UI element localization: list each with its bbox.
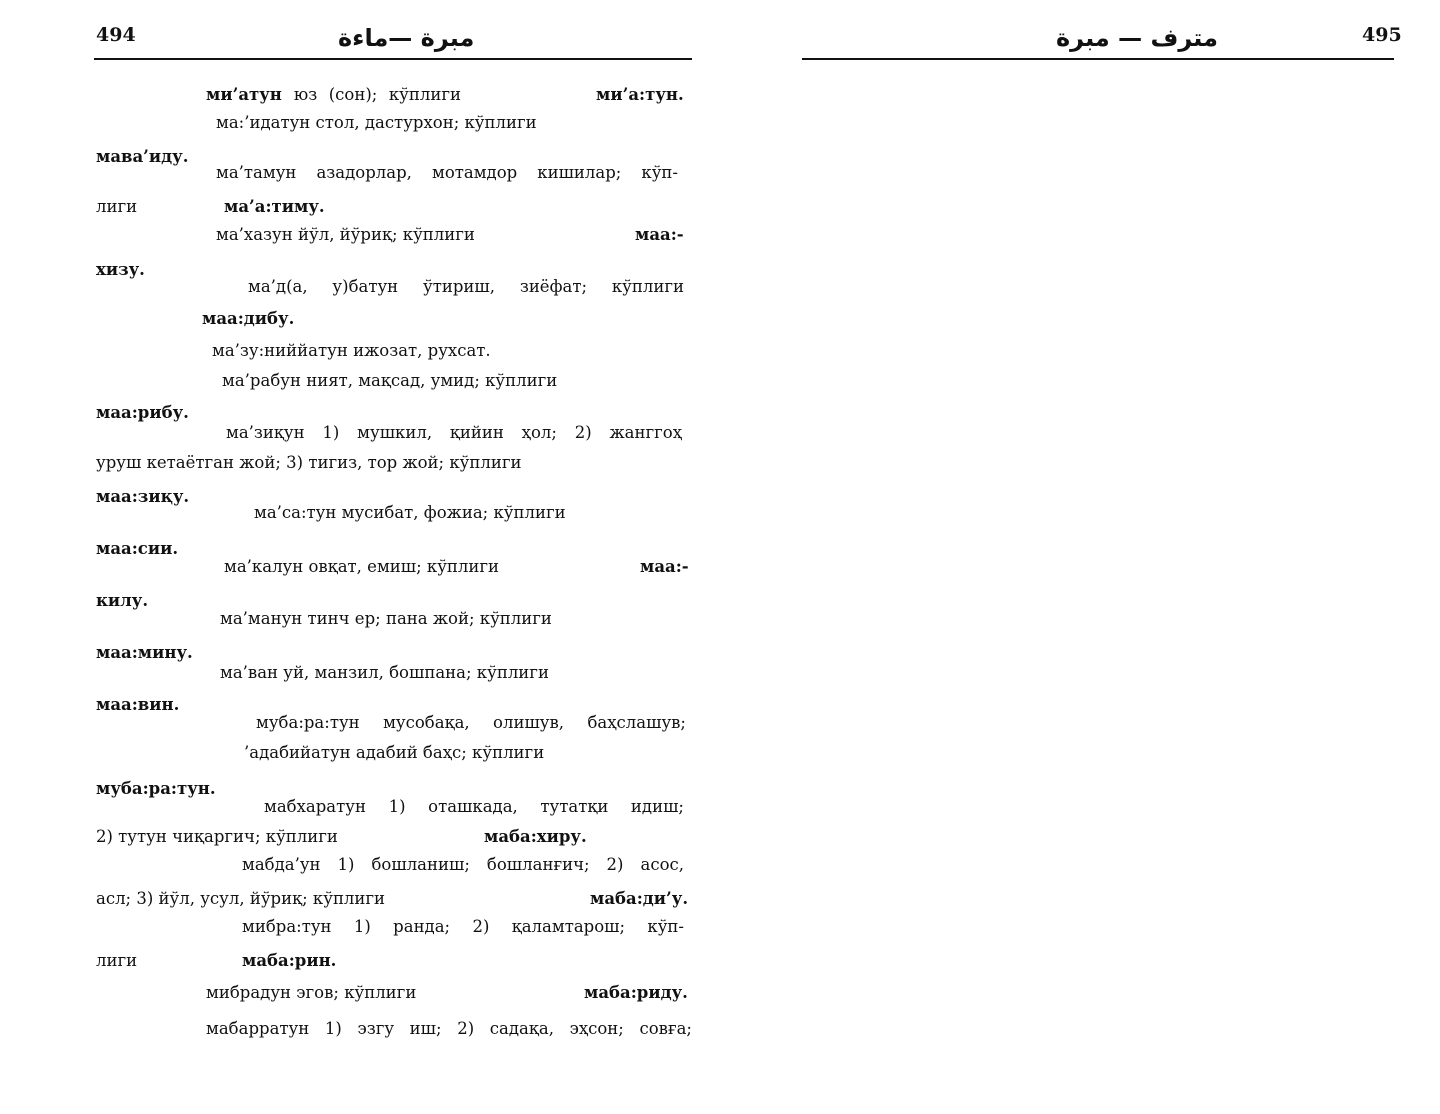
text-run: уруш кетаётган жой; 3) тигиз, тор жой; кўплиги: [96, 453, 522, 472]
entry-text: [206, 982, 416, 1004]
text-run: ’адабийатун адабий баҳс; кўплиги: [244, 743, 545, 762]
entry-text: [220, 662, 549, 684]
header-rule: [802, 58, 1394, 60]
entry-text: [216, 112, 537, 134]
entry-text: [220, 608, 552, 630]
running-header: مترف — مبرة: [1056, 24, 1218, 52]
text-run: маба:хиру.: [484, 827, 587, 846]
text-run: ма’хазун йўл, йўриқ; кўплиги: [216, 225, 475, 244]
entry-text: [96, 452, 522, 474]
entry-text: [635, 224, 684, 246]
entry-text: [242, 916, 684, 938]
text-run: муба:ра:тун.: [96, 779, 216, 798]
entry-text: [242, 854, 684, 876]
text-run: ма’са:тун мусибат, фожиа; кўплиги: [254, 503, 566, 522]
entry-text: [256, 712, 686, 734]
entry-text: [226, 422, 682, 444]
entry-text: [224, 196, 325, 218]
text-run: мибра:тун 1) ранда; 2) қаламтарош; кўп-: [242, 917, 684, 936]
text-run: маа:дибу.: [202, 309, 295, 328]
entry-text: [96, 590, 148, 612]
text-run: маа:вин.: [96, 695, 180, 714]
text-run: мибрадун эгов; кўплиги: [206, 983, 417, 1002]
text-run: ми’атун: [206, 85, 294, 104]
entry-text: [212, 340, 491, 362]
entry-text: [640, 556, 689, 578]
header-rule: [94, 58, 692, 60]
entry-text: [206, 1018, 692, 1040]
text-run: мабарратун 1) эзгу иш; 2) садақа, эҳсон; совға;: [206, 1019, 692, 1038]
text-run: маа:мину.: [96, 643, 193, 662]
text-run: маба:ди’у.: [590, 889, 689, 908]
text-run: 2) тутун чиқаргич; кўплиги: [96, 827, 338, 846]
entry-text: [206, 84, 461, 106]
entry-text: [96, 486, 189, 508]
text-run: лиги: [96, 197, 138, 216]
text-run: ма’манун тинч ер; пана жой; кўплиги: [220, 609, 552, 628]
text-run: ма’зиқун 1) мушкил, қийин ҳол; 2) жанггоҳ: [226, 423, 682, 442]
entry-text: [96, 402, 189, 424]
text-run: ма:’идатун стол, дастурхон; кўплиги: [216, 113, 537, 132]
text-run: маа:-: [635, 225, 684, 244]
entry-text: [96, 826, 338, 848]
running-header: مبرة —ماءة: [338, 24, 475, 52]
entry-text: [584, 982, 688, 1004]
text-run: мабда’ун 1) бошланиш; бошланғич; 2) асос,: [242, 855, 684, 874]
right-page: [720, 0, 1440, 1114]
entry-text: [248, 276, 684, 298]
entry-text: [254, 502, 566, 524]
text-run: мабхаратун 1) оташкада, тутатқи идиш;: [264, 797, 684, 816]
entry-text: [96, 259, 145, 281]
entry-text: [216, 224, 475, 246]
text-run: ми’а:тун.: [596, 85, 684, 104]
entry-text: [224, 556, 499, 578]
entry-text: [96, 888, 385, 910]
text-run: маа:рибу.: [96, 403, 189, 422]
text-run: муба:ра:тун мусобақа, олишув, баҳслашув;: [256, 713, 686, 732]
text-run: ма’а:тиму.: [224, 197, 325, 216]
entry-text: [96, 146, 188, 168]
entry-text: [484, 826, 587, 848]
text-run: килу.: [96, 591, 149, 610]
entry-text: [96, 538, 178, 560]
entry-text: [96, 778, 216, 800]
text-run: асл; 3) йўл, усул, йўриқ; кўплиги: [96, 889, 386, 908]
text-run: лиги: [96, 951, 138, 970]
page-number: 494: [96, 24, 136, 46]
text-run: маба:рин.: [242, 951, 337, 970]
text-run: маа:сии.: [96, 539, 179, 558]
text-run: маба:риду.: [584, 983, 688, 1002]
page-number: 495: [1362, 24, 1402, 46]
text-run: ма’калун овқат, емиш; кўплиги: [224, 557, 500, 576]
entry-text: [596, 84, 684, 106]
text-run: ма’тамун азадорлар, мотамдор кишилар; кўп-: [216, 163, 678, 182]
entry-text: [264, 796, 684, 818]
text-run: мава’иду.: [96, 147, 189, 166]
entry-text: [242, 950, 336, 972]
text-run: хизу.: [96, 260, 145, 279]
entry-text: [244, 742, 544, 764]
entry-text: [590, 888, 688, 910]
text-run: маа:зиқу.: [96, 487, 190, 506]
entry-text: [96, 694, 179, 716]
text-run: юз (сон); кўплиги: [293, 85, 461, 104]
entry-text: [96, 642, 193, 664]
text-run: ма’д(а, у)батун ўтириш, зиёфат; кўплиги: [248, 277, 684, 296]
text-run: ма’ван уй, манзил, бошпана; кўплиги: [220, 663, 549, 682]
text-run: маа:-: [640, 557, 689, 576]
entry-text: [202, 308, 294, 330]
text-run: ма’зу:ниййатун ижозат, рухсат.: [212, 341, 491, 360]
entry-text: [96, 196, 137, 218]
text-run: ма’рабун ният, мақсад, умид; кўплиги: [222, 371, 558, 390]
entry-text: [222, 370, 557, 392]
entry-text: [96, 950, 137, 972]
entry-text: [216, 162, 678, 184]
